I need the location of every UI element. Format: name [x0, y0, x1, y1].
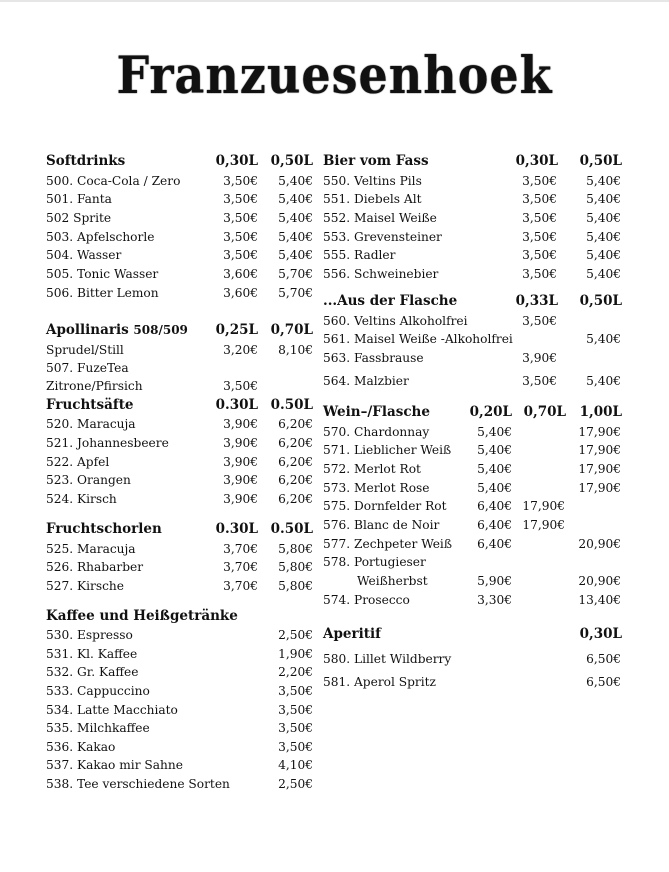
size-header: 0,70L — [523, 404, 566, 420]
section-heading-wein: Wein–/Flasche — [323, 404, 430, 420]
section-heading-kaffee: Kaffee und Heißgetränke — [46, 608, 238, 624]
menu-item-price: 5,40€ — [586, 230, 621, 244]
menu-item-label: 503. Apfelschorle — [46, 230, 155, 244]
menu-item-price: 5,40€ — [586, 332, 621, 346]
menu-item-price: 5,70€ — [278, 286, 313, 300]
menu-item-price: 5,40€ — [586, 267, 621, 281]
menu-item-label: 563. Fassbrause — [323, 351, 424, 365]
menu-item-price: 3,50€ — [522, 230, 557, 244]
menu-item-label: 531. Kl. Kaffee — [46, 647, 138, 661]
menu-item-label: 507. FuzeTea — [46, 361, 129, 375]
menu-item-price: 3,50€ — [278, 740, 313, 754]
menu-item-price: 3,50€ — [223, 230, 258, 244]
menu-item-price: 3,50€ — [223, 379, 258, 393]
menu-item-price: 4,10€ — [278, 758, 313, 772]
menu-item-label: 561. Maisel Weiße -Alkoholfrei — [323, 332, 513, 346]
menu-item-price: 17,90€ — [578, 481, 621, 495]
size-header: 0,70L — [270, 322, 313, 338]
menu-item-label: 500. Coca-Cola / Zero — [46, 174, 181, 188]
menu-item-price: 2,50€ — [278, 777, 313, 791]
menu-item-price: 3,50€ — [223, 174, 258, 188]
menu-item-label: 564. Malzbier — [323, 374, 409, 388]
section-heading-bier: Bier vom Fass — [323, 153, 429, 169]
section-heading-flasche: ...Aus der Flasche — [323, 293, 458, 309]
menu-item-label: 553. Grevensteiner — [323, 230, 442, 244]
menu-item-price: 6,40€ — [477, 537, 512, 551]
menu-item-price: 3,90€ — [223, 492, 258, 506]
menu-item-price: 3,50€ — [223, 211, 258, 225]
menu-item-label: 538. Tee verschiedene Sorten — [46, 777, 230, 791]
menu-item-price: 5,40€ — [278, 230, 313, 244]
menu-item-price: 3,50€ — [522, 267, 557, 281]
menu-item-label: 578. Portugieser — [323, 555, 426, 569]
size-header: 1,00L — [579, 404, 622, 420]
menu-item-price: 20,90€ — [578, 537, 621, 551]
menu-item-price: 6,20€ — [278, 417, 313, 431]
menu-item-price: 5,80€ — [278, 542, 313, 556]
menu-item-price: 5,40€ — [477, 481, 512, 495]
size-header: 0.30L — [215, 521, 258, 537]
section-heading-fruchtsaefte: Fruchtsäfte — [46, 397, 134, 413]
menu-item-label: 576. Blanc de Noir — [323, 518, 440, 532]
menu-item-label: 560. Veltins Alkoholfrei — [323, 314, 468, 328]
menu-item-label: 552. Maisel Weiße — [323, 211, 437, 225]
menu-item-label: 536. Kakao — [46, 740, 116, 754]
menu-item-label: 532. Gr. Kaffee — [46, 665, 139, 679]
menu-item-label: 522. Apfel — [46, 455, 110, 469]
menu-item-label: 523. Orangen — [46, 473, 131, 487]
menu-item-price: 2,50€ — [278, 628, 313, 642]
section-heading-aperitif: Aperitif — [323, 626, 381, 642]
menu-item-price: 3,60€ — [223, 267, 258, 281]
menu-item-label: 502 Sprite — [46, 211, 112, 225]
size-header: 0,33L — [515, 293, 558, 309]
menu-item-price: 3,30€ — [477, 593, 512, 607]
size-header: 0,30L — [515, 153, 558, 169]
menu-item-price: 6,20€ — [278, 473, 313, 487]
menu-item-price: 3,50€ — [522, 374, 557, 388]
menu-item-price: 6,50€ — [586, 675, 621, 689]
section-heading-softdrinks: Softdrinks — [46, 153, 126, 169]
menu-item-price: 13,40€ — [578, 593, 621, 607]
menu-item-price: 5,40€ — [477, 425, 512, 439]
menu-item-label: 537. Kakao mir Sahne — [46, 758, 183, 772]
menu-item-price: 5,40€ — [278, 192, 313, 206]
size-header: 0,50L — [270, 153, 313, 169]
menu-item-label: Sprudel/Still — [46, 343, 124, 357]
menu-item-price: 5,40€ — [477, 462, 512, 476]
menu-item-label: 581. Aperol Spritz — [323, 675, 436, 689]
menu-item-price: 3,60€ — [223, 286, 258, 300]
menu-item-price: 6,40€ — [477, 518, 512, 532]
menu-item-price: 8,10€ — [278, 343, 313, 357]
menu-item-price: 3,90€ — [223, 455, 258, 469]
menu-item-price: 17,90€ — [578, 443, 621, 457]
menu-item-label: 527. Kirsche — [46, 579, 124, 593]
menu-item-price: 6,50€ — [586, 652, 621, 666]
menu-item-price: 1,90€ — [278, 647, 313, 661]
menu-item-price: 6,40€ — [477, 499, 512, 513]
menu-item-price: 17,90€ — [578, 425, 621, 439]
menu-item-price: 5,40€ — [586, 174, 621, 188]
menu-item-label: 524. Kirsch — [46, 492, 117, 506]
menu-item-label: 504. Wasser — [46, 248, 122, 262]
menu-item-label: 550. Veltins Pils — [323, 174, 422, 188]
size-header: 0.50L — [270, 397, 313, 413]
menu-item-label: 505. Tonic Wasser — [46, 267, 159, 281]
menu-item-price: 5,40€ — [477, 443, 512, 457]
menu-item-price: 3,70€ — [223, 560, 258, 574]
menu-item-price: 3,70€ — [223, 579, 258, 593]
menu-item-price: 5,80€ — [278, 579, 313, 593]
section-heading-apollinaris — [46, 321, 188, 339]
menu-item-price: 3,50€ — [522, 192, 557, 206]
menu-item-price: 17,90€ — [578, 462, 621, 476]
menu-item-price: 20,90€ — [578, 574, 621, 588]
menu-item-price: 3,90€ — [223, 473, 258, 487]
menu-item-price: 6,20€ — [278, 436, 313, 450]
top-border — [0, 0, 669, 2]
menu-item-price: 5,40€ — [586, 192, 621, 206]
menu-item-label: 521. Johannesbeere — [46, 436, 169, 450]
size-header: 0.50L — [270, 521, 313, 537]
menu-item-price: 5,40€ — [278, 211, 313, 225]
menu-item-price: 5,40€ — [586, 248, 621, 262]
section-heading-fruchtschorlen: Fruchtschorlen — [46, 521, 162, 537]
menu-item-price: 2,20€ — [278, 665, 313, 679]
menu-item-price: 3,50€ — [223, 192, 258, 206]
menu-item-price: 3,20€ — [223, 343, 258, 357]
menu-item-price: 3,50€ — [522, 174, 557, 188]
menu-item-label: 575. Dornfelder Rot — [323, 499, 447, 513]
menu-item-price: 6,20€ — [278, 455, 313, 469]
menu-item-label: 526. Rhabarber — [46, 560, 144, 574]
menu-item-price: 5,40€ — [586, 211, 621, 225]
menu-item-label: 506. Bitter Lemon — [46, 286, 159, 300]
menu-item-price: 3,90€ — [223, 417, 258, 431]
menu-item-label: 573. Merlot Rose — [323, 481, 430, 495]
apollinaris-numbers: 508/509 — [133, 323, 188, 337]
size-header: 0,30L — [579, 626, 622, 642]
menu-item-price: 5,90€ — [477, 574, 512, 588]
menu-item-price: 3,90€ — [522, 351, 557, 365]
size-header: 0,50L — [579, 153, 622, 169]
menu-item-price: 5,40€ — [586, 374, 621, 388]
size-header: 0,30L — [215, 153, 258, 169]
menu-item-price: 5,70€ — [278, 267, 313, 281]
menu-item-price: 3,70€ — [223, 542, 258, 556]
menu-item-price: 3,50€ — [278, 684, 313, 698]
menu-item-price: 5,40€ — [278, 174, 313, 188]
size-header: 0,20L — [469, 404, 512, 420]
menu-item-price: 3,50€ — [522, 211, 557, 225]
menu-item-label: 535. Milchkaffee — [46, 721, 150, 735]
menu-item-label: 501. Fanta — [46, 192, 112, 206]
size-header: 0,25L — [215, 322, 258, 338]
menu-item-label: 556. Schweinebier — [323, 267, 439, 281]
menu-item-price: 3,50€ — [522, 248, 557, 262]
menu-item-label: 570. Chardonnay — [323, 425, 430, 439]
menu-item-price: 3,90€ — [223, 436, 258, 450]
menu-item-price: 3,50€ — [223, 248, 258, 262]
menu-item-label: 551. Diebels Alt — [323, 192, 422, 206]
menu-item-label: 530. Espresso — [46, 628, 133, 642]
menu-item-label: 533. Cappuccino — [46, 684, 150, 698]
apollinaris-title: Apollinaris — [46, 322, 129, 338]
menu-item-label: 520. Maracuja — [46, 417, 136, 431]
menu-item-label: 571. Lieblicher Weiß — [323, 443, 452, 457]
menu-item-label: 555. Radler — [323, 248, 396, 262]
menu-item-label: 577. Zechpeter Weiß — [323, 537, 452, 551]
menu-item-label: 580. Lillet Wildberry — [323, 652, 452, 666]
menu-item-label: Weißherbst — [357, 574, 428, 588]
menu-item-price: 3,50€ — [522, 314, 557, 328]
menu-item-label: 534. Latte Macchiato — [46, 703, 178, 717]
menu-item-price: 17,90€ — [522, 518, 565, 532]
menu-item-price: 6,20€ — [278, 492, 313, 506]
menu-item-label: 574. Prosecco — [323, 593, 410, 607]
menu-item-price: 5,80€ — [278, 560, 313, 574]
menu-item-price: 5,40€ — [278, 248, 313, 262]
menu-item-price: 3,50€ — [278, 721, 313, 735]
size-header: 0.30L — [215, 397, 258, 413]
menu-item-price: 17,90€ — [522, 499, 565, 513]
menu-item-label: 525. Maracuja — [46, 542, 136, 556]
menu-item-price: 3,50€ — [278, 703, 313, 717]
restaurant-title: Franzuesenhoek — [116, 44, 553, 106]
menu-item-label: Zitrone/Pfirsich — [46, 379, 143, 393]
size-header: 0,50L — [579, 293, 622, 309]
menu-item-label: 572. Merlot Rot — [323, 462, 421, 476]
